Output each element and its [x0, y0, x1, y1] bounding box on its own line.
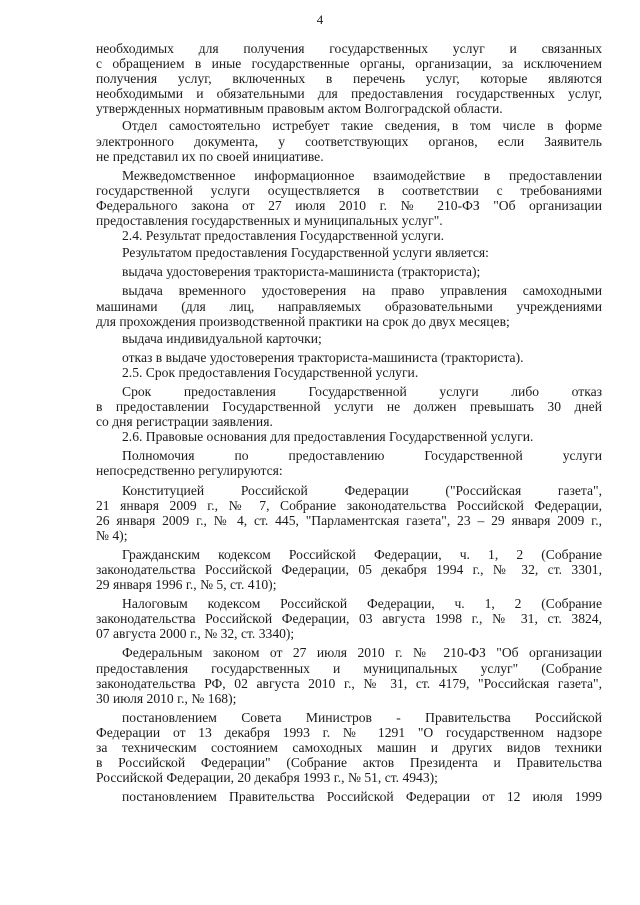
- text-line: законодательства РФ, 02 августа 2010 г., № 31, ст. 4179, "Российская газета",: [96, 675, 602, 691]
- text-line: 2.4. Результат предоставления Государственной услуги.: [122, 228, 445, 244]
- text-line: Конституцией Российской Федерации ("Российская газета",: [122, 482, 602, 498]
- text-line: в Российской Федерации" (Собрание актов Президента и Правительства: [96, 755, 602, 771]
- text-line: выдача индивидуальной карточки;: [122, 330, 322, 346]
- text-line: постановлением Правительства Российской Федерации от 12 июля 1999: [122, 789, 602, 805]
- text-line: 2.6. Правовые основания для предоставления Государственной услуги.: [122, 429, 534, 445]
- text-line: 2.5. Срок предоставления Государственной услуги.: [122, 364, 419, 380]
- text-line: необходимых для получения государственных услуг и связанных: [96, 41, 602, 56]
- text-line: Российской Федерации, 20 декабря 1993 г., № 51, ст. 4943);: [96, 770, 438, 786]
- document-body: [96, 41, 602, 804]
- text-line: машинами (для лиц, направляемых образовательными учреждениями: [96, 298, 602, 314]
- text-line: Отдел самостоятельно истребует такие сведения, в том числе в форме: [122, 118, 602, 134]
- text-line: в предоставлении Государственной услуги не должен превышать 30 дней: [96, 399, 602, 415]
- text-line: электронного документа, у соответствующих органов, если Заявитель: [96, 133, 602, 149]
- text-line: предоставления государственных и муниципальных услуг".: [96, 213, 443, 229]
- text-line: Результатом предоставления Государственной услуги является:: [122, 245, 489, 261]
- text-line: со дня регистрации заявления.: [96, 414, 273, 430]
- text-line: утвержденных нормативным правовым актом Волгоградской области.: [96, 101, 503, 117]
- text-line: постановлением Совета Министров - Правительства Российской: [122, 709, 602, 725]
- text-line: государственной услуги осуществляется в соответствии с требованиями: [96, 182, 602, 198]
- text-line: необходимыми и обязательными для предоставления государственных услуг,: [96, 86, 602, 102]
- text-line: Гражданским кодексом Российской Федерации, ч. 1, 2 (Собрание: [122, 546, 602, 562]
- page-number: 4: [316, 12, 324, 27]
- text-line: законодательства Российской Федерации, 03 августа 1998 г., № 31, ст. 3824,: [96, 611, 602, 627]
- text-line: для прохождения производственной практики на срок до двух месяцев;: [96, 313, 510, 329]
- text-line: 21 января 2009 г., № 7, Собрание законодательства Российской Федерации,: [96, 497, 602, 513]
- text-line: Срок предоставления Государственной услуги либо отказ: [122, 383, 602, 399]
- text-line: выдача временного удостоверения на право управления самоходными: [122, 283, 602, 299]
- text-line: непосредственно регулируются:: [96, 463, 283, 479]
- text-line: № 4);: [96, 527, 128, 543]
- text-line: предоставления государственных и муниципальных услуг" (Собрание: [96, 660, 602, 676]
- text-line: не представил их по своей инициативе.: [96, 148, 324, 164]
- text-line: с обращением в иные государственные органы, организации, за исключением: [96, 56, 602, 72]
- text-line: получения услуг, включенных в перечень услуг, которые являются: [96, 71, 602, 87]
- text-line: за техническим состоянием самоходных машин и других видов техники: [96, 740, 602, 756]
- text-line: выдача удостоверения тракториста-машиниста (тракториста);: [122, 264, 481, 280]
- text-line: Налоговым кодексом Российской Федерации, ч. 1, 2 (Собрание: [122, 596, 602, 612]
- text-line: 30 июля 2010 г., № 168);: [96, 690, 237, 706]
- text-line: Полномочия по предоставлению Государственной услуги: [122, 448, 602, 464]
- text-line: Межведомственное информационное взаимодействие в предоставлении: [122, 167, 602, 183]
- text-line: законодательства Российской Федерации, 05 декабря 1994 г., № 32, ст. 3301,: [96, 562, 602, 577]
- text-line: 26 января 2009 г., № 4, ст. 445, "Парламентская газета", 23 – 29 января 2009 г.,: [96, 512, 602, 528]
- text-line: 29 января 1996 г., № 5, ст. 410);: [96, 577, 277, 593]
- text-line: отказ в выдаче удостоверения тракториста-машиниста (тракториста).: [122, 349, 524, 365]
- text-line: Федерации от 13 декабря 1993 г. № 1291 "О государственном надзоре: [96, 724, 602, 740]
- text-line: Федеральным законом от 27 июля 2010 г. № 210-ФЗ "Об организации: [122, 645, 602, 661]
- text-line: Федерального закона от 27 июля 2010 г. № 210-ФЗ "Об организации: [96, 197, 602, 213]
- text-line: 07 августа 2000 г., № 32, ст. 3340);: [96, 626, 295, 642]
